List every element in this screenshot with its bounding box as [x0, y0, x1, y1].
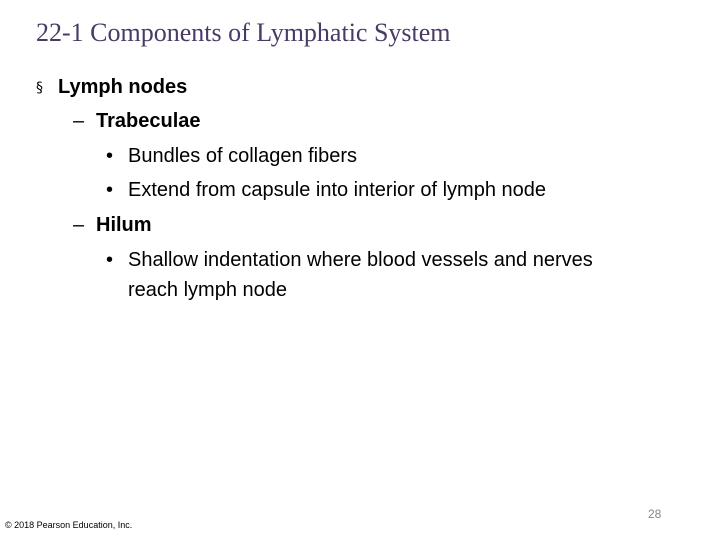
section-bullet-icon: § [36, 80, 43, 96]
subtopic-hilum: Hilum [96, 214, 152, 236]
bullet-shallow-indentation-line2: reach lymph node [128, 279, 287, 301]
dash-bullet-icon: – [73, 110, 85, 132]
bullet-collagen-fibers: Bundles of collagen fibers [128, 145, 358, 167]
topic-lymph-nodes: Lymph nodes [58, 76, 188, 98]
round-bullet-icon: • [106, 249, 114, 271]
copyright-notice: © 2018 Pearson Education, Inc. [5, 520, 133, 530]
slide-title: 22-1 Components of Lymphatic System [36, 18, 451, 47]
bullet-extend-capsule: Extend from capsule into interior of lymph node [128, 179, 546, 201]
page-number: 28 [648, 507, 662, 521]
round-bullet-icon: • [106, 179, 114, 201]
round-bullet-icon: • [106, 145, 114, 167]
bullet-shallow-indentation-line1: Shallow indentation where blood vessels and nerves [128, 249, 593, 271]
dash-bullet-icon: – [73, 214, 85, 236]
subtopic-trabeculae: Trabeculae [96, 110, 201, 132]
